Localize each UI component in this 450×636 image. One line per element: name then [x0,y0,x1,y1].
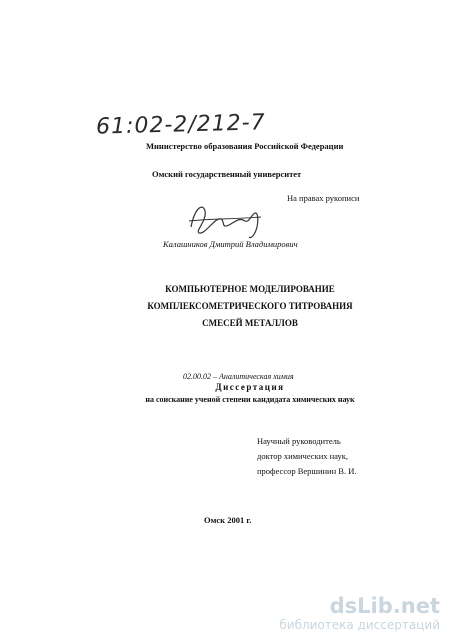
author-name: Калашников Дмитрий Владимирович [163,239,298,249]
title-line-3: СМЕСЕЙ МЕТАЛЛОВ [202,318,298,328]
watermark-subtitle: библиотека диссертаций [279,618,440,632]
advisor-line-3: профессор Вершинин В. И. [257,466,357,476]
city-year: Омск 2001 г. [204,515,252,525]
document-type: Диссертация [215,382,285,392]
dslib-watermark [279,594,440,632]
title-line-2: КОМПЛЕКСОМЕТРИЧЕСКОГО ТИТРОВАНИЯ [147,301,353,311]
advisor-line-1: Научный руководитель [257,436,341,446]
author-signature [185,197,265,241]
watermark-logo: dsLib.net [329,594,440,618]
handwritten-archive-code: 61:02-2/212-7 [95,110,266,140]
degree-line: на соискание ученой степени кандидата химических наук [145,395,355,404]
ministry-line: Министерство образования Российской Федерации [146,141,344,151]
specialty-code: 02.00.02 – Аналитическая химия [183,372,294,381]
title-line-1: КОМПЬЮТЕРНОЕ МОДЕЛИРОВАНИЕ [165,284,335,294]
university-line: Омский государственный университет [152,169,302,179]
advisor-line-2: доктор химических наук, [257,451,349,461]
manuscript-rights-note: На правах рукописи [287,193,360,203]
